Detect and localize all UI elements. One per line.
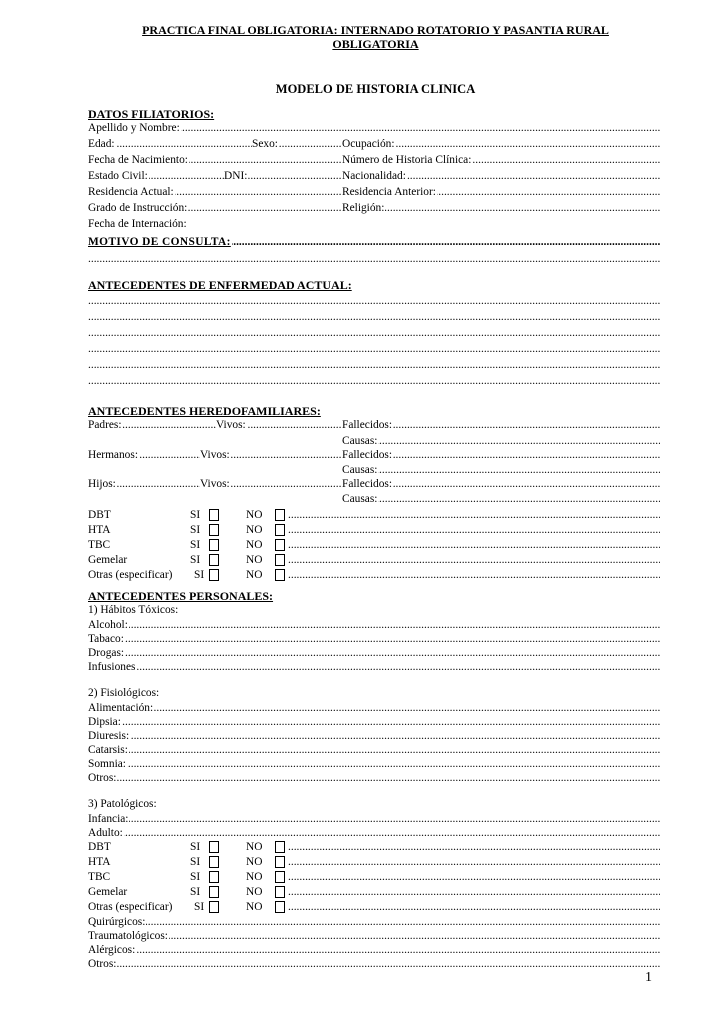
field-somnia[interactable]: ..... Somnia: — [88, 757, 660, 771]
no-label: NO — [246, 871, 263, 883]
no-checkbox[interactable] — [275, 539, 285, 551]
field-residencia-actual[interactable]: Residencia Actual: — [88, 186, 174, 198]
field-num-historia[interactable]: Número de Historia Clínica: — [342, 154, 472, 166]
no-label: NO — [246, 554, 263, 566]
no-label: NO — [246, 524, 263, 536]
field-padres-vivos[interactable]: Vivos: — [216, 419, 246, 431]
personal-condition-row — [88, 855, 660, 871]
heredo-condition-row — [88, 508, 660, 524]
field-alimentacion[interactable]: ..... Alimentación: — [88, 701, 660, 715]
field-motivo-consulta[interactable] — [88, 235, 660, 249]
field-traumatologicos[interactable]: ..... Traumatológicos: — [88, 929, 660, 943]
field-infusiones[interactable]: ..... Infusiones — [88, 660, 660, 674]
field-apellido[interactable]: ..... Apellido y Nombre: — [88, 121, 660, 135]
personal-condition-row — [88, 840, 660, 856]
si-checkbox[interactable] — [209, 569, 219, 581]
page-number: 1 — [645, 970, 652, 985]
condition-label: TBC — [88, 871, 111, 883]
condition-label: DBT — [88, 841, 111, 853]
field-ocupacion[interactable]: Ocupación: — [342, 138, 395, 150]
si-label: SI — [190, 841, 201, 853]
heredo-condition-row — [88, 553, 660, 569]
field-hijos[interactable]: Hijos: — [88, 478, 116, 490]
heredo-condition-row — [88, 568, 660, 584]
si-label: SI — [190, 554, 201, 566]
header-line-1: PRACTICA FINAL OBLIGATORIA: INTERNADO ROTATORIO Y PASANTIA RURAL — [142, 23, 609, 37]
field-adulto[interactable]: ..... Adulto: — [88, 826, 660, 840]
condition-detail[interactable] — [288, 855, 660, 869]
si-checkbox[interactable] — [209, 841, 219, 853]
no-checkbox[interactable] — [275, 901, 285, 913]
document-subtitle: MODELO DE HISTORIA CLINICA — [275, 82, 476, 96]
field-nacionalidad[interactable]: Nacionalidad: — [342, 170, 406, 182]
row-nacimiento-historia — [88, 153, 660, 167]
condition-detail[interactable] — [288, 840, 660, 854]
no-checkbox[interactable] — [275, 871, 285, 883]
personal-condition-row — [88, 885, 660, 901]
no-checkbox[interactable] — [275, 509, 285, 521]
condition-detail[interactable] — [288, 870, 660, 884]
row-padres-causas — [88, 434, 660, 448]
field-padres[interactable]: Padres: — [88, 419, 122, 431]
no-label: NO — [246, 841, 263, 853]
no-checkbox[interactable] — [275, 886, 285, 898]
si-checkbox[interactable] — [209, 886, 219, 898]
field-padres-fallecidos[interactable]: Fallecidos: — [342, 419, 392, 431]
field-residencia-anterior[interactable]: Residencia Anterior: — [342, 186, 436, 198]
field-diuresis[interactable]: ..... Diuresis: — [88, 729, 660, 743]
section-enfermedad-actual: ANTECEDENTES DE ENFERMEDAD ACTUAL: — [88, 278, 352, 292]
field-alergicos[interactable]: ..... Alérgicos: — [88, 943, 660, 957]
field-fecha-internacion[interactable]: Fecha de Internación: — [88, 218, 187, 230]
condition-label: TBC — [88, 539, 111, 551]
row-edad-sexo-ocupacion — [88, 137, 660, 151]
header-line-2: OBLIGATORIA — [332, 37, 419, 51]
si-label: SI — [190, 539, 201, 551]
field-otros-fisio[interactable]: ..... Otros: — [88, 771, 660, 785]
row-residencias — [88, 185, 660, 199]
si-label: SI — [190, 509, 201, 521]
condition-label: DBT — [88, 509, 111, 521]
section-motivo-consulta: MOTIVO DE CONSULTA: — [88, 236, 231, 248]
si-checkbox[interactable] — [209, 509, 219, 521]
si-label: SI — [190, 871, 201, 883]
condition-label: Gemelar — [88, 886, 128, 898]
enfermedad-line[interactable] — [88, 374, 660, 388]
field-fecha-nacimiento[interactable]: Fecha de Nacimiento: — [88, 154, 188, 166]
no-label: NO — [246, 901, 263, 913]
field-hermanos-fallecidos[interactable]: Fallecidos: — [342, 449, 392, 461]
field-otros-pato[interactable]: ..... Otros: — [88, 957, 660, 971]
section-datos-filiatorios: DATOS FILIATORIOS: — [88, 107, 215, 121]
si-label: SI — [194, 901, 205, 913]
heredo-condition-row — [88, 538, 660, 554]
si-label: SI — [194, 569, 205, 581]
field-catarsis[interactable]: ..... Catarsis: — [88, 743, 660, 757]
row-padres — [88, 418, 660, 432]
enfermedad-line[interactable] — [88, 294, 660, 308]
enfermedad-line[interactable] — [88, 326, 660, 340]
enfermedad-line[interactable] — [88, 342, 660, 356]
subsection-habitos: 1) Hábitos Tóxicos: — [88, 604, 179, 616]
row-hermanos — [88, 448, 660, 462]
condition-detail[interactable] — [288, 885, 660, 899]
field-tabaco[interactable]: ..... Tabaco: — [88, 632, 660, 646]
field-quirurgicos[interactable]: ..... Quirúrgicos: — [88, 915, 660, 929]
no-label: NO — [246, 886, 263, 898]
row-hermanos-causas — [88, 463, 660, 477]
condition-detail[interactable] — [288, 900, 660, 914]
field-dni[interactable]: DNI: — [224, 170, 248, 182]
field-sexo[interactable]: Sexo: — [252, 138, 278, 150]
si-label: SI — [190, 524, 201, 536]
condition-detail[interactable] — [288, 568, 660, 582]
condition-label: Otras (especificar) — [88, 901, 173, 913]
subsection-patologicos: 3) Patológicos: — [88, 798, 157, 810]
enfermedad-line[interactable] — [88, 310, 660, 324]
si-label: SI — [190, 856, 201, 868]
condition-detail[interactable] — [288, 538, 660, 552]
section-antecedentes-personales: ANTECEDENTES PERSONALES: — [88, 589, 274, 603]
row-instruccion-religion — [88, 201, 660, 215]
si-checkbox[interactable] — [209, 554, 219, 566]
no-checkbox[interactable] — [275, 569, 285, 581]
condition-detail[interactable] — [288, 553, 660, 567]
no-label: NO — [246, 509, 263, 521]
motivo-line[interactable] — [88, 252, 660, 266]
field-drogas[interactable]: ..... Drogas: — [88, 646, 660, 660]
field-hijos-fallecidos[interactable]: Fallecidos: — [342, 478, 392, 490]
no-label: NO — [246, 856, 263, 868]
condition-label: HTA — [88, 524, 111, 536]
no-checkbox[interactable] — [275, 856, 285, 868]
field-dipsia[interactable]: ..... Dipsia: — [88, 715, 660, 729]
field-hermanos[interactable]: Hermanos: — [88, 449, 138, 461]
personal-condition-row — [88, 900, 660, 916]
condition-label: Gemelar — [88, 554, 128, 566]
si-checkbox[interactable] — [209, 901, 219, 913]
field-hijos-vivos[interactable]: Vivos: — [200, 478, 230, 490]
field-padres-causas[interactable]: Causas: — [342, 435, 378, 447]
row-hijos — [88, 477, 660, 491]
field-religion[interactable]: Religión: — [342, 202, 385, 214]
row-estado-dni-nacionalidad — [88, 169, 660, 183]
condition-label: Otras (especificar) — [88, 569, 173, 581]
field-hermanos-vivos[interactable]: Vivos: — [200, 449, 230, 461]
no-checkbox[interactable] — [275, 554, 285, 566]
enfermedad-line[interactable] — [88, 358, 660, 372]
field-alcohol[interactable]: ..... Alcohol: — [88, 618, 660, 632]
condition-label: HTA — [88, 856, 111, 868]
no-label: NO — [246, 569, 263, 581]
field-hermanos-causas[interactable]: Causas: — [342, 464, 378, 476]
si-checkbox[interactable] — [209, 539, 219, 551]
field-edad[interactable]: Edad: — [88, 138, 115, 150]
no-label: NO — [246, 539, 263, 551]
si-checkbox[interactable] — [209, 856, 219, 868]
row-hijos-causas — [88, 492, 660, 506]
section-heredofamiliares: ANTECEDENTES HEREDOFAMILIARES: — [88, 404, 321, 418]
si-checkbox[interactable] — [209, 871, 219, 883]
field-grado-instruccion[interactable]: Grado de Instrucción: — [88, 202, 188, 214]
condition-detail[interactable] — [288, 508, 660, 522]
field-infancia[interactable]: ..... Infancia: — [88, 812, 660, 826]
condition-detail[interactable] — [288, 523, 660, 537]
heredo-condition-row — [88, 523, 660, 539]
header-title — [88, 23, 663, 51]
personal-condition-row — [88, 870, 660, 886]
no-checkbox[interactable] — [275, 841, 285, 853]
no-checkbox[interactable] — [275, 524, 285, 536]
si-checkbox[interactable] — [209, 524, 219, 536]
field-hijos-causas[interactable]: Causas: — [342, 493, 378, 505]
subsection-fisiologicos: 2) Fisiológicos: — [88, 687, 160, 699]
si-label: SI — [190, 886, 201, 898]
field-estado-civil[interactable]: Estado Civil: — [88, 170, 148, 182]
